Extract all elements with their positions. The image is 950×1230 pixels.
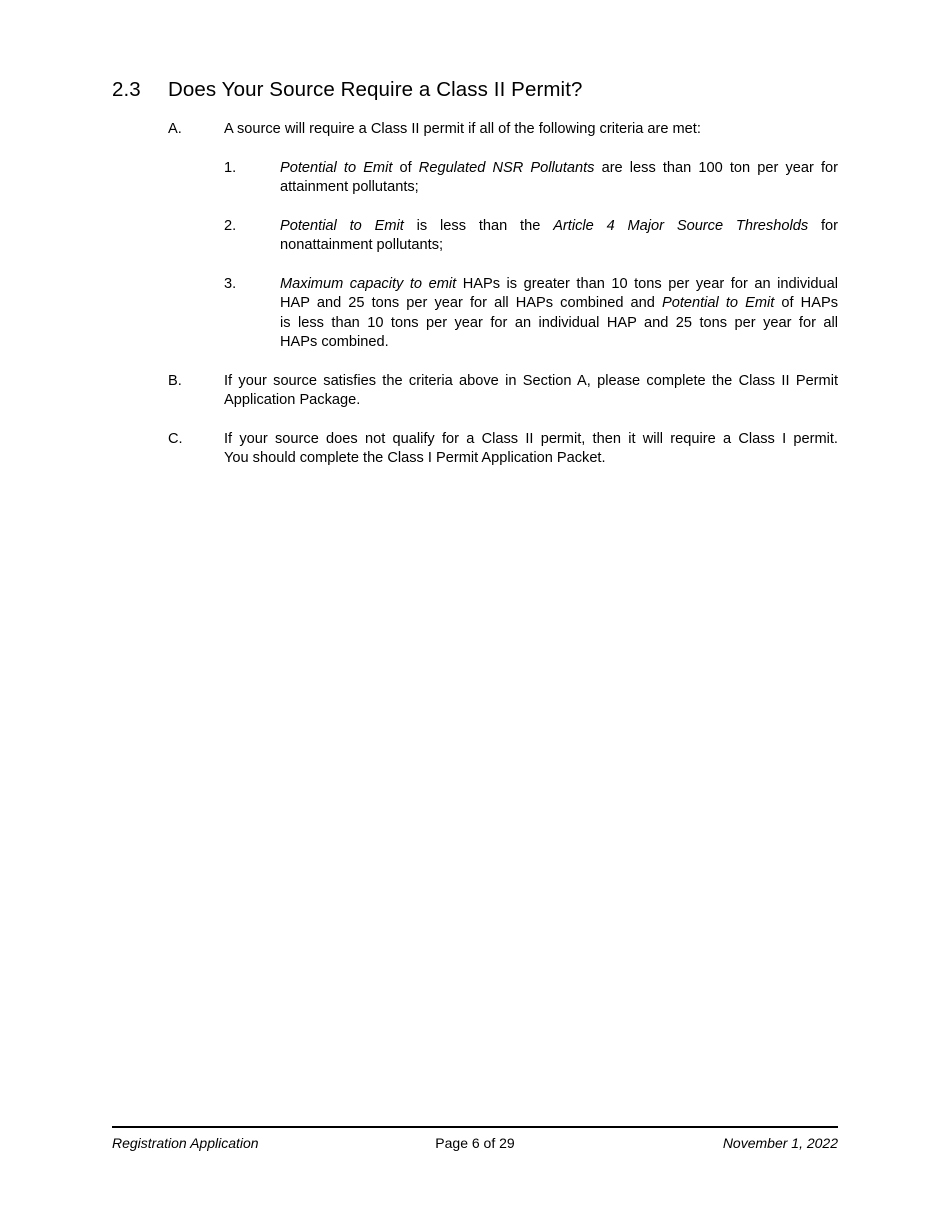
footer-date: November 1, 2022 — [722, 1135, 838, 1151]
footer-divider — [112, 1126, 838, 1128]
list-item-text: If your source does not qualify for a Class II permit, then it will require a Class I permit. You should complete the Class I Permit Application Packet. — [224, 431, 838, 467]
criterion-text: Maximum capacity to emit HAPs is greater than 10 tons per year for an individual HAP and 25 tons per year for all HAPs combined and Potential to Emit of HAPs is less than 10 tons per year for an individual HAP and 25 tons per year for all HAPs combined. — [280, 276, 839, 350]
criterion-text: Potential to Emit is less than the Article 4 Major Source Thresholds for nonattainment pollutants; — [280, 218, 838, 254]
section-number: 2.3 — [112, 78, 141, 101]
list-item-text: If your source satisfies the criteria above in Section A, please complete the Class II Permit Application Package. — [224, 373, 838, 409]
section-heading — [112, 76, 583, 104]
list-marker: A. — [168, 121, 182, 137]
footer-page-number: Page 6 of 29 — [435, 1135, 515, 1151]
list-marker: 2. — [224, 218, 237, 234]
section-title: Does Your Source Require a Class II Permit? — [168, 78, 583, 101]
criterion-text: Potential to Emit of Regulated NSR Pollutants are less than 100 ton per year for attainment pollutants; — [280, 160, 838, 196]
list-marker: C. — [168, 431, 183, 447]
term-maximum-capacity-to-emit: Maximum capacity to emit — [280, 276, 457, 292]
term-potential-to-emit: Potential to Emit — [280, 160, 393, 176]
list-item-text: A source will require a Class II permit if all of the following criteria are met: — [224, 121, 701, 137]
list-marker: 1. — [224, 160, 237, 176]
list-marker: 3. — [224, 276, 237, 292]
footer-document-title: Registration Application — [112, 1135, 259, 1151]
list-marker: B. — [168, 373, 182, 389]
term-regulated-nsr-pollutants: Regulated NSR Pollutants — [418, 160, 595, 176]
term-potential-to-emit: Potential to Emit — [280, 218, 404, 234]
term-potential-to-emit: Potential to Emit — [661, 295, 775, 312]
term-major-source-thresholds: Article 4 Major Source Thresholds — [553, 218, 809, 234]
